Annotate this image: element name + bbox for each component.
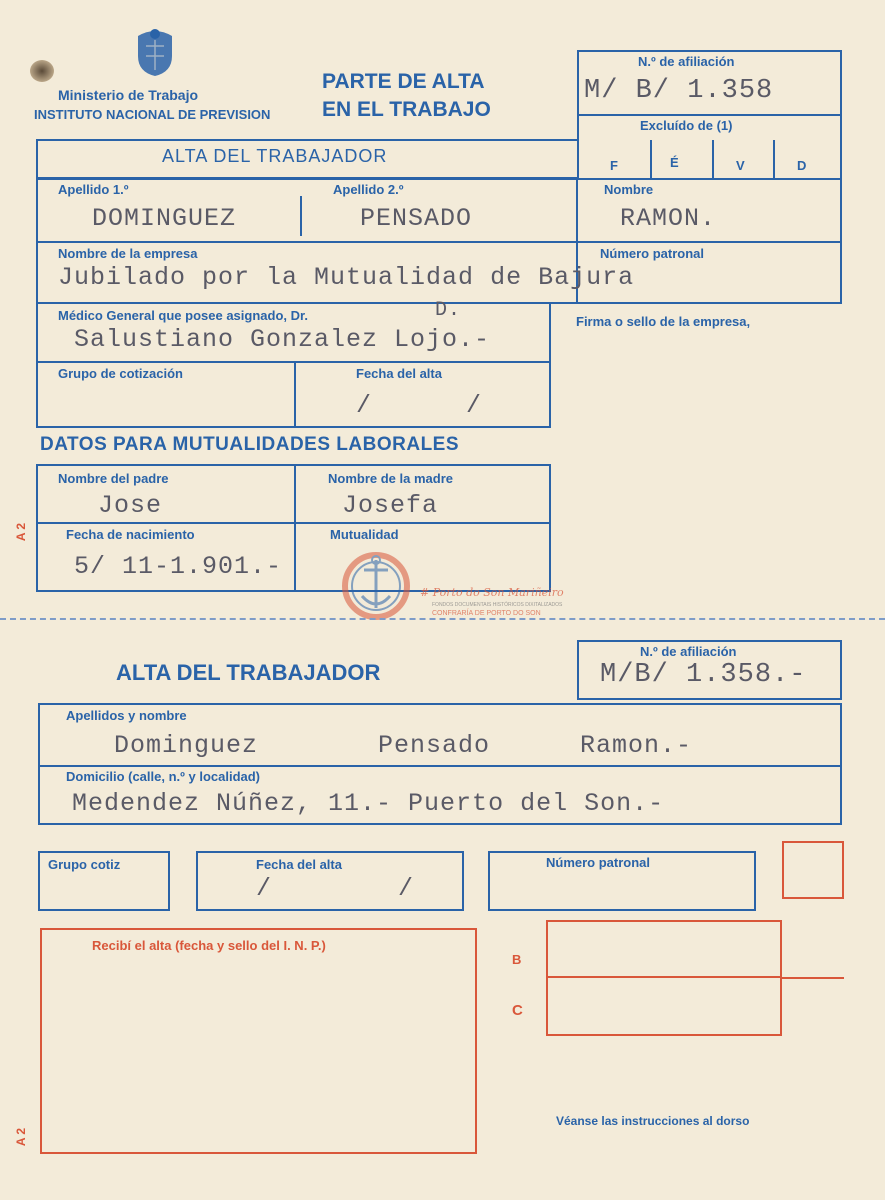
worker-data-divider [36, 241, 842, 243]
recibi-label: Recibí el alta (fecha y sello del I. N. P.) [92, 938, 326, 953]
medico-label: Médico General que posee asignado, Dr. [58, 308, 308, 323]
recibi-box [40, 928, 477, 1154]
fecha-alta-slash-2[interactable]: / [466, 391, 483, 420]
watermark-line3: CONFRARÍA DE PORTO DO SON [432, 610, 541, 617]
watermark-line2: FONDOS DOCUMENTAIS HISTÓRICOS DIXITALIZADOS [432, 602, 563, 608]
patronal2-label: Número patronal [546, 855, 651, 870]
afiliacion-value[interactable]: M/ B/ 1.358 [584, 76, 774, 106]
fecha-alta2-slash-2[interactable]: / [398, 874, 415, 903]
nombre-sep [576, 178, 578, 241]
apellidos-divider [38, 765, 842, 767]
apellido1-value[interactable]: DOMINGUEZ [92, 204, 237, 233]
padre-label: Nombre del padre [58, 471, 169, 486]
afiliacion-divider [577, 114, 842, 116]
nombre-label: Nombre [604, 182, 654, 197]
grupo-sep [294, 361, 296, 428]
fecha-alta-slash-1[interactable]: / [356, 391, 373, 420]
fecha-alta2-label: Fecha del alta [256, 857, 342, 872]
domicilio-label: Domicilio (calle, n.º y localidad) [66, 769, 261, 784]
section2-title: ALTA DEL TRABAJADOR [116, 660, 381, 685]
apellido-sep [300, 196, 302, 236]
paper-stain [30, 60, 54, 82]
excluido-col-e: É [670, 155, 679, 170]
apellido2-label: Apellido 2.º [333, 182, 404, 197]
excluido-label: Excluído de (1) [640, 118, 733, 133]
side-mark-top: A 2 [14, 522, 29, 542]
afiliacion2-value[interactable]: M/B/ 1.358.- [600, 660, 807, 690]
form-title-line2: EN EL TRABAJO [322, 98, 491, 121]
afiliacion2-label: N.º de afiliación [640, 644, 737, 659]
apellido2-2-value[interactable]: Pensado [378, 731, 491, 760]
nacimiento-value[interactable]: 5/ 11-1.901.- [74, 552, 283, 581]
excluido-col-v: V [736, 158, 745, 173]
grupo-cotiz-label: Grupo cotiz [48, 857, 121, 872]
padre-value[interactable]: Jose [98, 491, 163, 520]
excluido-sep-2 [712, 140, 714, 178]
institute-label: INSTITUTO NACIONAL DE PREVISION [34, 107, 271, 122]
instrucciones-label: Véanse las instrucciones al dorso [556, 1114, 750, 1128]
excluido-sep-3 [773, 140, 775, 178]
madre-value[interactable]: Josefa [342, 491, 439, 520]
b-box [546, 920, 782, 978]
madre-label: Nombre de la madre [328, 471, 453, 486]
medico-prefix: D. [435, 299, 462, 322]
grupo-label: Grupo de cotización [58, 366, 183, 381]
mutualidad-label: Mutualidad [330, 527, 399, 542]
apellido2-value[interactable]: PENSADO [360, 204, 473, 233]
medico-value[interactable]: Salustiano Gonzalez Lojo.- [74, 325, 491, 354]
b-label: B [512, 952, 522, 967]
apellido1-2-value[interactable]: Dominguez [114, 731, 259, 760]
nombre-value[interactable]: RAMON. [620, 204, 717, 233]
excluido-col-f: F [610, 158, 618, 173]
empresa-value[interactable]: Jubilado por la Mutualidad de Bajura [58, 263, 635, 292]
afiliacion-label: N.º de afiliación [638, 54, 735, 69]
excluido-col-d: D [797, 158, 807, 173]
side-mark-bottom: A 2 [14, 1127, 29, 1147]
apellidos-label: Apellidos y nombre [66, 708, 187, 723]
ministry-label: Ministerio de Trabajo [58, 87, 199, 103]
form-title-line1: PARTE DE ALTA [322, 70, 485, 93]
nacimiento-label: Fecha de nacimiento [66, 527, 195, 542]
excluido-sep-1 [650, 140, 652, 178]
watermark-site: # Porto do Son Mariñeiro [420, 586, 564, 599]
perforation-line[interactable] [0, 618, 885, 620]
fecha-alta2-slash-1[interactable]: / [256, 874, 273, 903]
apellido1-label: Apellido 1.º [58, 182, 129, 197]
c-label: C [512, 1002, 523, 1019]
red-corner-box [782, 841, 844, 899]
domicilio-value[interactable]: Medendez Núñez, 11.- Puerto del Son.- [72, 789, 665, 818]
b-c-extension [782, 977, 844, 979]
section1-title: ALTA DEL TRABAJADOR [162, 146, 388, 166]
patronal-label: Número patronal [600, 246, 705, 261]
nombre2-value[interactable]: Ramon.- [580, 731, 693, 760]
empresa-label: Nombre de la empresa [58, 246, 198, 261]
fecha-alta-label: Fecha del alta [356, 366, 442, 381]
c-box [546, 978, 782, 1036]
mutualidades-sep [294, 464, 296, 592]
mutualidades-title: DATOS PARA MUTUALIDADES LABORALES [40, 434, 460, 455]
anchor-logo-icon [340, 550, 412, 622]
firma-label: Firma o sello de la empresa, [576, 314, 751, 329]
coat-of-arms-icon [134, 26, 176, 78]
